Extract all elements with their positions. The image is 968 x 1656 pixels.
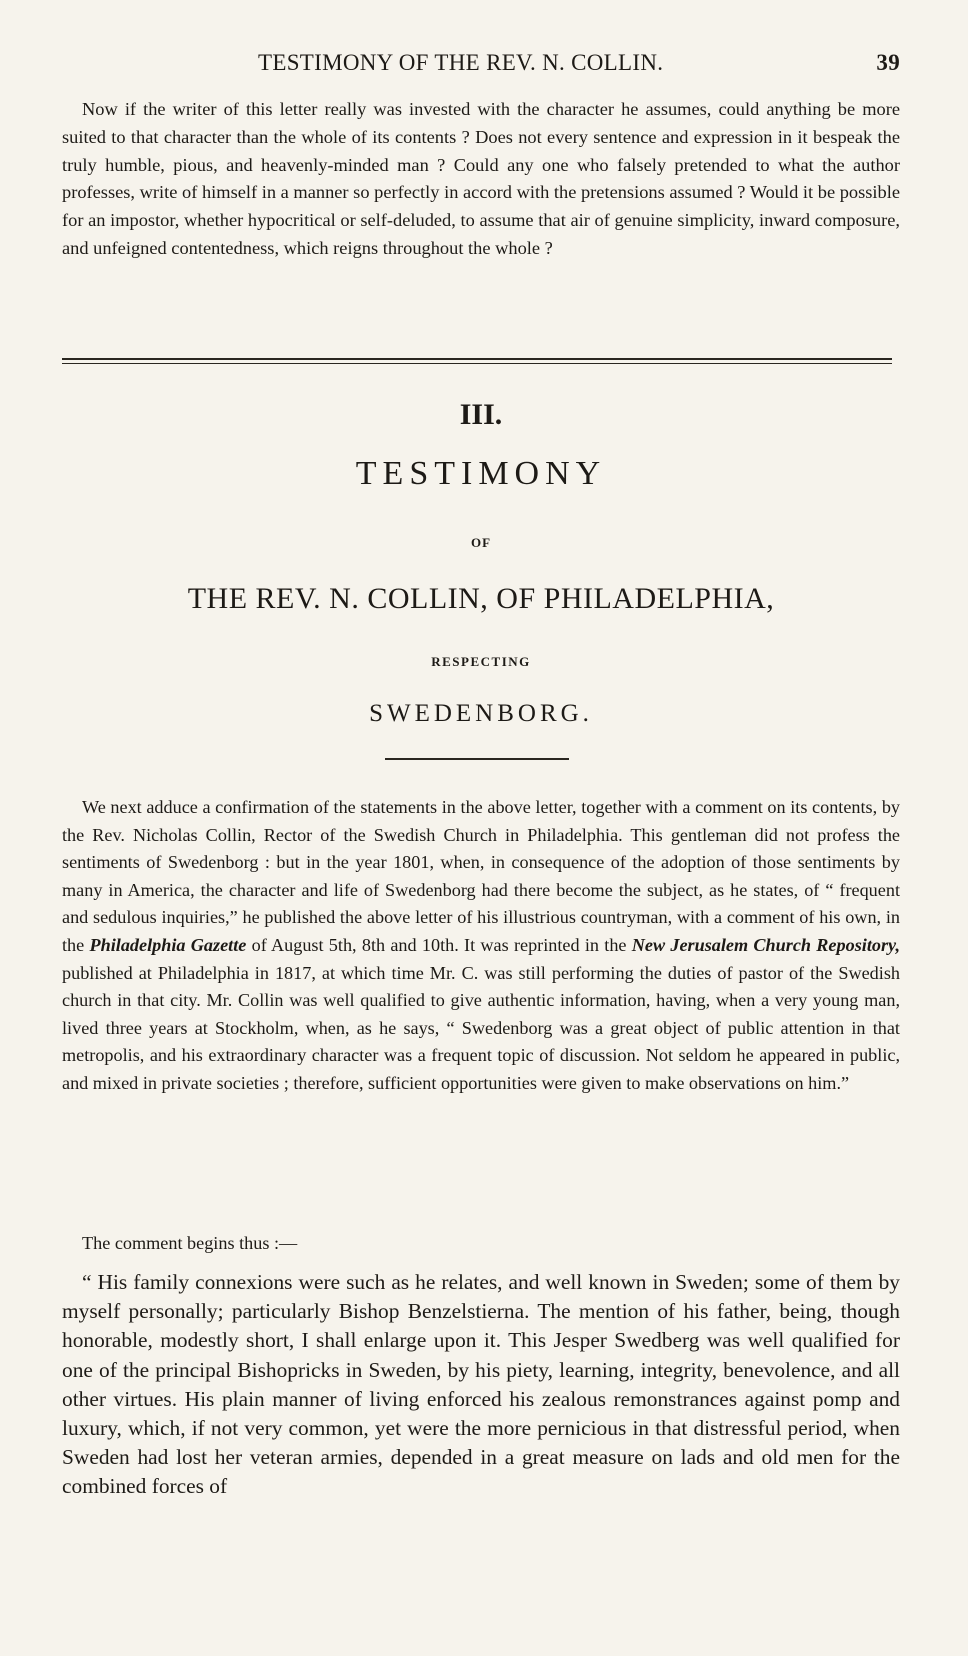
section-number: III.: [459, 398, 503, 431]
running-title: TESTIMONY OF THE REV. N. COLLIN.: [258, 50, 664, 75]
paragraph-2-part-2: of August 5th, 8th and 10th. It was reprinted in the: [251, 934, 627, 955]
section-title: TESTIMONY: [355, 455, 607, 492]
newspaper-title: Philadelphia Gazette: [89, 934, 247, 955]
paragraph-2-part-3: published at Philadelphia in 1817, at which time Mr. C. was still performing the duties of pastor of the Swedish church in that city. Mr. Collin was well qualified to give authentic information, having, when a very young man, lived three years at Stockholm, when, as he says, “ Swedenborg was a great object of public attention in that metropolis, and his extraordinary character was a frequent topic of discussion. Not seldom he appeared in public, and mixed in private societies ; therefore, sufficient opportunities were given to make observations on him.”: [62, 962, 900, 1093]
paragraph-2: [62, 794, 900, 1098]
page-number: 39: [876, 50, 900, 75]
paragraph-1: Now if the writer of this letter really was invested with the character he assumes, could anything be more suited to that character than the whole of its contents ? Does not every sentence and expression in it bespeak the truly humble, pious, and heavenly-minded man ? Could any one who falsely pretended to what the author professes, write of himself in a manner so perfectly in accord with the pretensions assumed ? Would it be possible for an impostor, whether hypocritical or self-deluded, to assume that air of genuine simplicity, inward composure, and unfeigned contentedness, which reigns throughout the whole ?: [62, 99, 900, 258]
paragraph-2-part-1: We next adduce a confirmation of the statements in the above letter, together with a comment on its contents, by the Rev. Nicholas Collin, Rector of the Swedish Church in Philadelphia. This gentleman did not profess the sentiments of Swedenborg : but in the year 1801, when, in consequence of the adoption of those sentiments by many in America, the character and life of Swedenborg had there become the subject, as he states, of “ frequent and sedulous inquiries,” he published the above letter of his illustrious countryman, with a comment of his own, in the: [62, 797, 900, 955]
section-of: OF: [470, 535, 492, 550]
section-subject: SWEDENBORG.: [369, 700, 593, 727]
paragraph-3: The comment begins thus :—: [82, 1233, 298, 1253]
repository-title: New Jerusalem Church Repository,: [631, 934, 900, 955]
short-rule: [385, 758, 569, 760]
section-subtitle: THE REV. N. COLLIN, OF PHILADELPHIA,: [187, 582, 775, 615]
quoted-comment: “ His family connexions were such as he relates, and well known in Sweden; some of them by myself personally; particularly Bishop Benzelstierna. The mention of his father, being, though honorable, modestly short, I shall enlarge upon it. This Jesper Swedberg was well qualified for one of the principal Bishopricks in Sweden, by his piety, learning, integrity, benevolence, and all other virtues. His plain manner of living enforced his zealous remonstrances against pomp and luxury, which, if not very common, yet were the more pernicious in that distressful period, when Sweden had lost her veteran armies, depended in a great measure on lads and old men for the combined forces of: [62, 1270, 900, 1499]
section-respecting: RESPECTING: [431, 654, 531, 669]
running-header: [62, 50, 900, 82]
section-divider: [62, 358, 892, 364]
